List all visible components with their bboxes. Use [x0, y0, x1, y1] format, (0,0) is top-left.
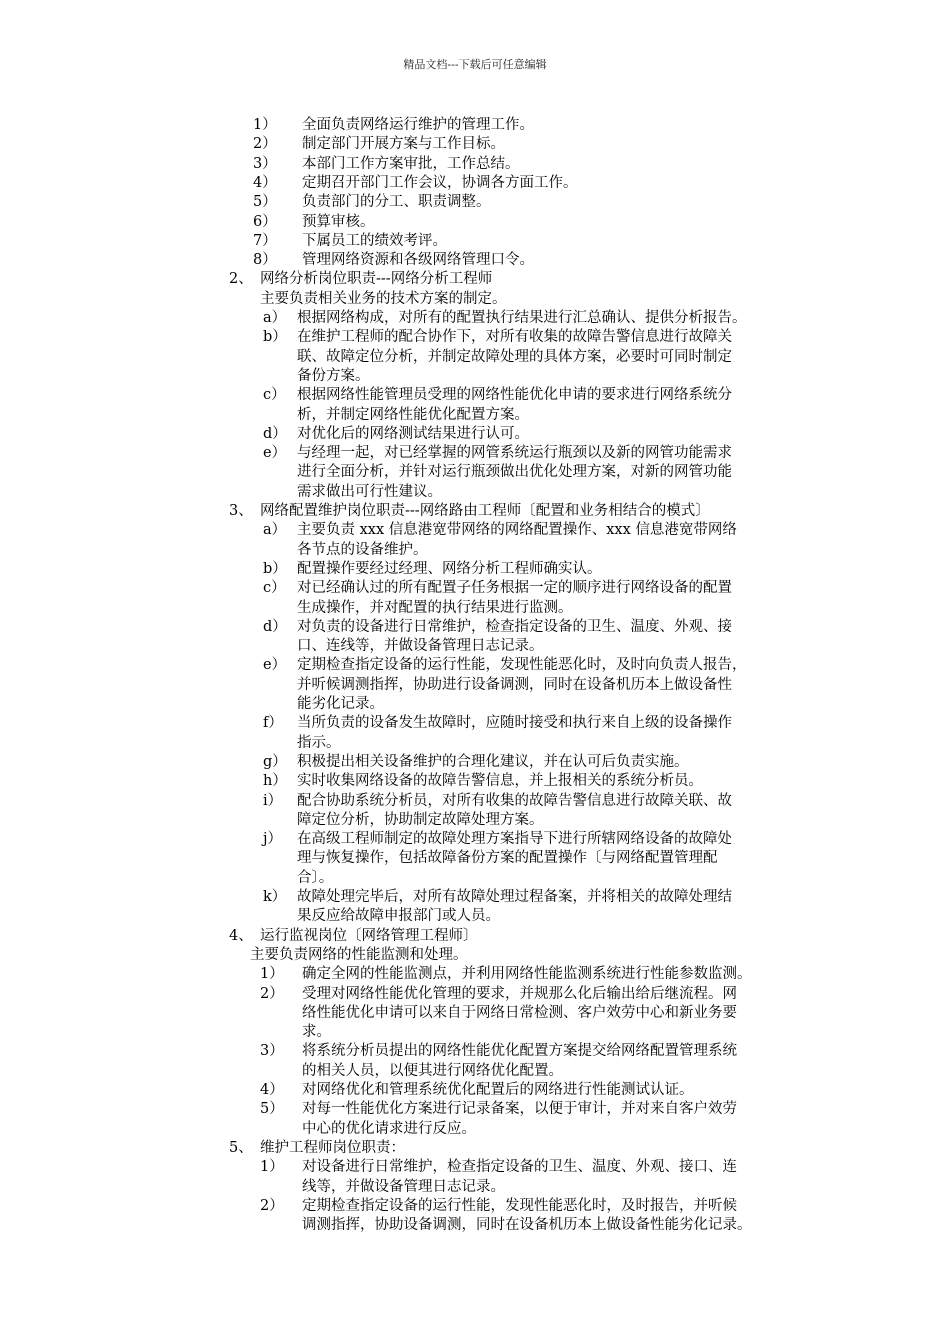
- item-text: 在高级工程师制定的故障处理方案指导下进行所辖网络设备的故障处: [297, 831, 732, 848]
- item-text: 受理对网络性能优化管理的要求，并规那么化后输出给后继流程。网: [302, 985, 737, 1002]
- item-text: 联、故障定位分析，并制定故障处理的具体方案，必要时可同时制定: [297, 348, 732, 365]
- item-number: 1）: [260, 1159, 284, 1176]
- item-number: a）: [263, 310, 287, 326]
- item-text: 与经理一起，对已经掌握的网管系统运行瓶颈以及新的网管功能需求: [297, 445, 732, 462]
- item-text: 求。: [302, 1024, 331, 1041]
- item-number: 5、: [229, 1139, 253, 1156]
- item-text: 对已经确认过的所有配置子任务根据一定的顺序进行网络设备的配置: [297, 580, 732, 597]
- item-text: 障定位分析，协助制定故障处理方案。: [297, 811, 544, 828]
- item-text: 负责部门的分工、职责调整。: [302, 194, 491, 211]
- item-number: c）: [263, 387, 286, 404]
- item-text: 在维护工程师的配合协作下，对所有收集的故障告警信息进行故障关: [297, 329, 732, 346]
- item-text: 预算审核。: [302, 213, 375, 230]
- item-text: 进行全面分析，并针对运行瓶颈做出优化处理方案，对新的网管功能: [297, 464, 732, 481]
- item-number: b）: [263, 560, 287, 577]
- item-number: 5）: [260, 1101, 284, 1118]
- item-text: 对负责的设备进行日常维护，检查指定设备的卫生、温度、外观、接: [297, 618, 732, 635]
- item-text: 本部门工作方案审批，工作总结。: [302, 155, 520, 172]
- item-text: 定期检查指定设备的运行性能，发现性能恶化时，及时报告，并听候: [302, 1197, 737, 1214]
- item-text: 管理网络资源和各级网络管理口令。: [302, 252, 534, 269]
- item-text: 络性能优化申请可以来自于网络日常检测、客户效劳中心和新业务要: [302, 1004, 737, 1021]
- item-text: 维护工程师岗位职责：: [260, 1139, 405, 1156]
- item-number: f）: [263, 715, 283, 732]
- item-text: 能劣化记录。: [297, 696, 384, 712]
- item-number: 7）: [253, 232, 277, 249]
- item-text: 下属员工的绩效考评。: [302, 232, 447, 249]
- item-number: 8）: [253, 252, 277, 269]
- item-text: 运行监视岗位〔网络管理工程师〕: [260, 927, 478, 944]
- item-text: 理与恢复操作，包括故障备份方案的配置操作〔与网络配置管理配: [297, 850, 718, 867]
- item-text: 定期召开部门工作会议，协调各方面工作。: [302, 174, 578, 191]
- item-number: i）: [263, 792, 283, 809]
- item-number: 4）: [253, 174, 277, 191]
- item-text: 合〕。: [297, 869, 334, 886]
- item-text: 果反应给故障申报部门或人员。: [297, 908, 500, 925]
- item-text: 将系统分析员提出的网络性能优化配置方案提交给网络配置管理系统: [302, 1043, 737, 1060]
- item-text: 线等，并做设备管理日志记录。: [302, 1178, 505, 1195]
- item-number: e）: [263, 657, 287, 674]
- item-number: 5）: [253, 194, 277, 211]
- item-text: 确定全网的性能监测点，并利用网络性能监测系统进行性能参数监测。: [302, 966, 752, 983]
- item-number: 6）: [253, 213, 277, 230]
- item-number: e）: [263, 445, 287, 462]
- item-text: 备份方案。: [297, 367, 370, 384]
- item-text: 需求做出可行性建议。: [297, 483, 442, 500]
- item-number: 3）: [260, 1043, 284, 1060]
- item-text: 网络配置维护岗位职责---网络路由工程师〔配置和业务相结合的模式〕: [260, 503, 710, 519]
- item-text: 主要负责 xxx 信息港宽带网络的网络配置操作、xxx 信息港宽带网络: [297, 522, 737, 539]
- item-text: 指示。: [297, 734, 341, 751]
- item-text: 对设备进行日常维护，检查指定设备的卫生、温度、外观、接口、连: [302, 1159, 737, 1176]
- item-number: 2、: [229, 271, 253, 288]
- item-text: 对每一性能优化方案进行记录备案，以便于审计，并对来自客户效劳: [302, 1101, 737, 1118]
- item-text: 并听候调测指挥，协助进行设备调测，同时在设备机历本上做设备性: [297, 676, 732, 693]
- item-number: 2）: [260, 985, 284, 1002]
- item-text: 当所负责的设备发生故障时，应随时接受和执行来自上级的设备操作: [297, 715, 732, 732]
- item-text: 口、连线等，并做设备管理日志记录。: [297, 638, 544, 655]
- item-number: d）: [263, 425, 287, 442]
- item-text: 的相关人员，以便其进行网络优化配置。: [302, 1062, 563, 1079]
- item-number: g）: [263, 753, 287, 770]
- item-text: 配置操作要经过经理、网络分析工程师确实认。: [297, 560, 602, 577]
- item-text: 实时收集网络设备的故障告警信息，并上报相关的系统分析员。: [297, 773, 703, 790]
- item-text: 对优化后的网络测试结果进行认可。: [297, 425, 529, 442]
- item-text: 析，并制定网络性能优化配置方案。: [297, 406, 529, 423]
- item-number: a）: [263, 522, 287, 539]
- item-text: 生成操作，并对配置的执行结果进行监测。: [297, 599, 573, 616]
- item-text: 中心的优化请求进行反应。: [302, 1120, 476, 1137]
- item-number: 3、: [229, 503, 253, 519]
- item-text: 根据网络性能管理员受理的网络性能优化申请的要求进行网络系统分: [297, 387, 732, 404]
- item-number: 4、: [229, 927, 253, 944]
- item-number: 1）: [253, 117, 277, 133]
- item-number: 1）: [260, 966, 284, 983]
- item-number: 3）: [253, 155, 277, 172]
- item-text: 主要负责相关业务的技术方案的制定。: [260, 290, 507, 307]
- item-text: 故障处理完毕后，对所有故障处理过程备案，并将相关的故障处理结: [297, 889, 732, 905]
- item-text: 主要负责网络的性能监测和处理。: [250, 946, 468, 963]
- item-text: 积极提出相关设备维护的合理化建议，并在认可后负责实施。: [297, 753, 689, 770]
- item-number: 4）: [260, 1082, 284, 1098]
- item-number: d）: [263, 618, 287, 635]
- item-text: 各节点的设备维护。: [297, 541, 428, 558]
- item-text: 调测指挥，协助设备调测，同时在设备机历本上做设备性能劣化记录。: [302, 1217, 752, 1234]
- item-text: 全面负责网络运行维护的管理工作。: [302, 117, 534, 133]
- item-number: j）: [263, 831, 282, 848]
- page-header: 精品文档---下载后可任意编辑: [403, 58, 547, 71]
- item-number: b）: [263, 329, 287, 346]
- item-text: 根据网络构成，对所有的配置执行结果进行汇总确认、提供分析报告。: [297, 310, 747, 326]
- item-number: h）: [263, 773, 287, 790]
- item-number: k）: [263, 889, 287, 905]
- item-text: 制定部门开展方案与工作目标。: [302, 136, 505, 153]
- item-number: 2）: [253, 136, 277, 153]
- item-text: 网络分析岗位职责---网络分析工程师: [260, 271, 493, 288]
- item-number: c）: [263, 580, 286, 597]
- item-text: 配合协助系统分析员，对所有收集的故障告警信息进行故障关联、故: [297, 792, 732, 809]
- item-number: 2）: [260, 1197, 284, 1214]
- item-text: 对网络优化和管理系统优化配置后的网络进行性能测试认证。: [302, 1082, 694, 1098]
- item-text: 定期检查指定设备的运行性能，发现性能恶化时，及时向负责人报告，: [297, 657, 747, 674]
